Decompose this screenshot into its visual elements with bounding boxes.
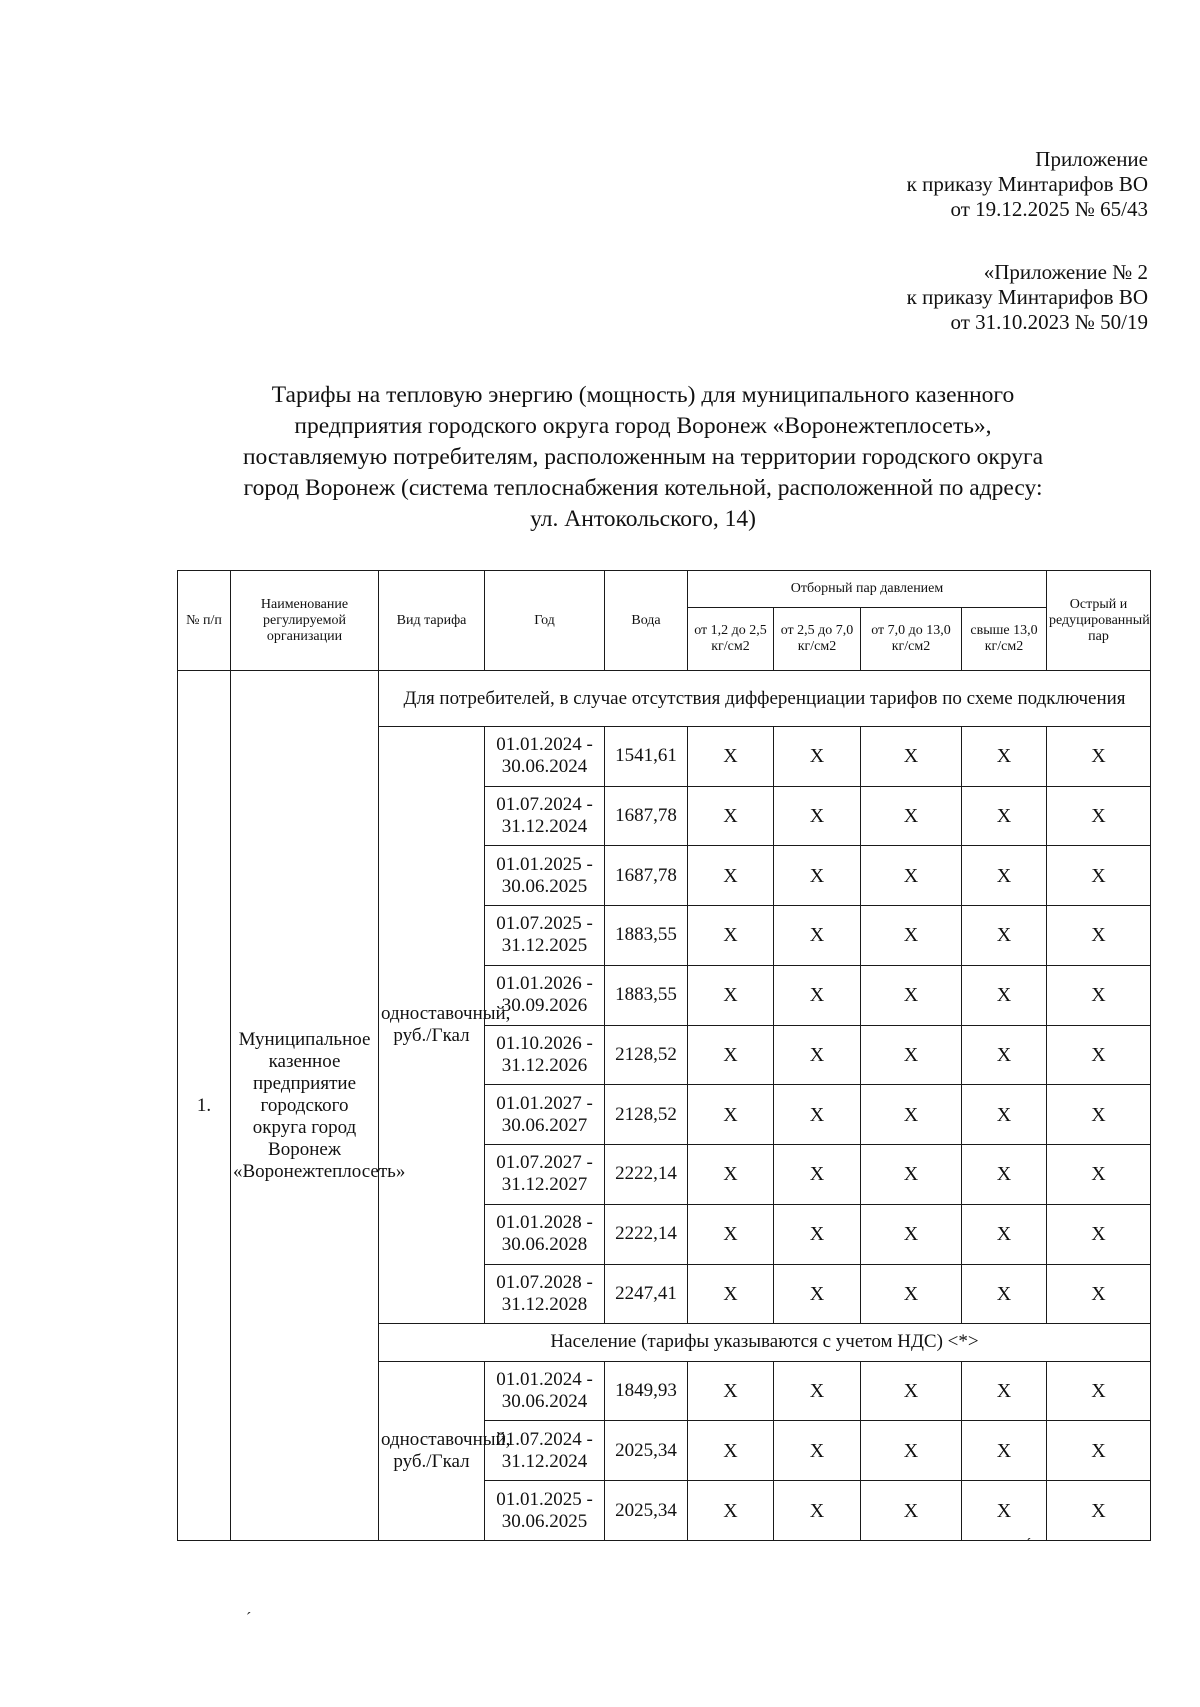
period-cell: 01.07.2024 - 31.12.2024 [485,1421,605,1481]
not-applicable-cell: Х [962,1264,1047,1324]
appendix-line: «Приложение № 2 [983,260,1148,284]
section-title: Для потребителей, в случае отсутствия дифференциации тарифов по схеме подключения [379,671,1151,727]
title-line: поставляемую потребителям, расположенным на территории городского округа [242,444,1044,470]
appendix-line: от 19.12.2025 № 65/43 [950,197,1148,221]
not-applicable-cell: Х [962,906,1047,966]
header-year: Год [485,571,605,671]
not-applicable-cell: Х [1047,906,1151,966]
section-row [178,671,1151,727]
not-applicable-cell: Х [1047,1025,1151,1085]
not-applicable-cell: Х [774,726,861,786]
row-number: 1. [178,671,231,1541]
not-applicable-cell: Х [1047,1481,1151,1541]
period-cell: 01.07.2024 - 31.12.2024 [485,786,605,846]
water-tariff-cell: 1687,78 [605,786,688,846]
not-applicable-cell: Х [962,1025,1047,1085]
not-applicable-cell: Х [1047,1421,1151,1481]
not-applicable-cell: Х [861,1085,962,1145]
water-tariff-cell: 2247,41 [605,1264,688,1324]
not-applicable-cell: Х [962,1481,1047,1541]
header-water: Вода [605,571,688,671]
not-applicable-cell: Х [861,906,962,966]
not-applicable-cell: Х [688,906,774,966]
not-applicable-cell: Х [774,1361,861,1421]
appendix-block-original [907,260,1148,335]
tariff-table [177,570,1151,1541]
period-cell: 01.01.2024 - 30.06.2024 [485,1361,605,1421]
not-applicable-cell: Х [861,1204,962,1264]
not-applicable-cell: Х [774,846,861,906]
water-tariff-cell: 1849,93 [605,1361,688,1421]
tariff-type: одноставочный, руб./Гкал [379,726,485,1323]
appendix-line: к приказу Минтарифов ВО [906,285,1148,309]
title-line: город Воронеж (система теплоснабжения котельной, расположенной по адресу: [243,475,1043,501]
header-steam-col: от 2,5 до 7,0 кг/см2 [774,608,861,671]
not-applicable-cell: Х [962,786,1047,846]
not-applicable-cell: Х [1047,1085,1151,1145]
header-steam-col: свыше 13,0 кг/см2 [962,608,1047,671]
not-applicable-cell: Х [1047,726,1151,786]
not-applicable-cell: Х [688,1025,774,1085]
not-applicable-cell: Х [962,726,1047,786]
not-applicable-cell: Х [962,1421,1047,1481]
period-cell: 01.01.2025 - 30.06.2025 [485,846,605,906]
not-applicable-cell: Х [861,1145,962,1205]
water-tariff-cell: 2025,34 [605,1421,688,1481]
header-steam-col: от 7,0 до 13,0 кг/см2 [861,608,962,671]
section-title: Население (тарифы указываются с учетом НДС) <*> [379,1324,1151,1361]
not-applicable-cell: Х [1047,1361,1151,1421]
not-applicable-cell: Х [688,1264,774,1324]
not-applicable-cell: Х [861,726,962,786]
not-applicable-cell: Х [962,1085,1047,1145]
not-applicable-cell: Х [962,1145,1047,1205]
not-applicable-cell: Х [962,1204,1047,1264]
water-tariff-cell: 2128,52 [605,1085,688,1145]
not-applicable-cell: Х [1047,786,1151,846]
water-tariff-cell: 1883,55 [605,906,688,966]
period-cell: 01.07.2027 - 31.12.2027 [485,1145,605,1205]
header-num: № п/п [178,571,231,671]
not-applicable-cell: Х [774,906,861,966]
not-applicable-cell: Х [688,1145,774,1205]
not-applicable-cell: Х [1047,1204,1151,1264]
period-cell: 01.10.2026 - 31.12.2026 [485,1025,605,1085]
not-applicable-cell: Х [861,1264,962,1324]
not-applicable-cell: Х [1047,1264,1151,1324]
title-line: Тарифы на тепловую энергию (мощность) для муниципального казенного [271,382,1015,408]
not-applicable-cell: Х [688,1361,774,1421]
not-applicable-cell: Х [861,846,962,906]
not-applicable-cell: Х [861,786,962,846]
not-applicable-cell: Х [1047,965,1151,1025]
header-steam-col: от 1,2 до 2,5 кг/см2 [688,608,774,671]
period-cell: 01.07.2025 - 31.12.2025 [485,906,605,966]
not-applicable-cell: Х [774,1421,861,1481]
period-cell: 01.01.2025 - 30.06.2025 [485,1481,605,1541]
water-tariff-cell: 2025,34 [605,1481,688,1541]
not-applicable-cell: Х [774,1025,861,1085]
not-applicable-cell: Х [962,1361,1047,1421]
not-applicable-cell: Х [688,726,774,786]
not-applicable-cell: Х [688,786,774,846]
not-applicable-cell: Х [688,1204,774,1264]
not-applicable-cell: Х [774,786,861,846]
not-applicable-cell: Х [774,1145,861,1205]
not-applicable-cell: Х [774,1481,861,1541]
not-applicable-cell: Х [774,1264,861,1324]
water-tariff-cell: 1883,55 [605,965,688,1025]
header-org: Наименование регулируемой организации [231,571,379,671]
not-applicable-cell: Х [861,1361,962,1421]
not-applicable-cell: Х [688,1085,774,1145]
period-cell: 01.01.2028 - 30.06.2028 [485,1204,605,1264]
not-applicable-cell: Х [774,965,861,1025]
header-tariff-type: Вид тарифа [379,571,485,671]
period-cell: 01.07.2028 - 31.12.2028 [485,1264,605,1324]
period-cell: 01.01.2027 - 30.06.2027 [485,1085,605,1145]
title-line: ул. Антокольского, 14) [530,506,756,532]
water-tariff-cell: 2222,14 [605,1145,688,1205]
period-cell: 01.01.2026 - 30.09.2026 [485,965,605,1025]
header-sharp-steam: Острый и редуцированный пар [1047,571,1151,671]
water-tariff-cell: 1541,61 [605,726,688,786]
not-applicable-cell: Х [861,1421,962,1481]
not-applicable-cell: Х [861,1025,962,1085]
not-applicable-cell: Х [688,965,774,1025]
appendix-block-current [907,147,1148,222]
not-applicable-cell: Х [774,1204,861,1264]
water-tariff-cell: 1687,78 [605,846,688,906]
water-tariff-cell: 2128,52 [605,1025,688,1085]
not-applicable-cell: Х [861,965,962,1025]
tariff-type: одноставочный, руб./Гкал [379,1361,485,1540]
period-cell: 01.01.2024 - 30.06.2024 [485,726,605,786]
title-line: предприятия городского округа город Воронеж «Воронежтеплосеть», [294,413,992,439]
not-applicable-cell: Х [962,965,1047,1025]
not-applicable-cell: Х [774,1085,861,1145]
header-row [178,571,1151,608]
not-applicable-cell: Х [688,846,774,906]
not-applicable-cell: Х [1047,1145,1151,1205]
appendix-line: Приложение [1035,147,1148,171]
document-title [150,380,1136,535]
organization-name: Муниципальное казенное предприятие городского округа город Воронеж «Воронежтеплосеть» [231,671,379,1541]
not-applicable-cell: Х [688,1481,774,1541]
table-body [178,571,1151,1541]
not-applicable-cell: Х [962,846,1047,906]
scan-mark: ˊ [246,1610,252,1627]
not-applicable-cell: Х [861,1481,962,1541]
header-steam-group: Отборный пар давлением [688,571,1047,608]
scan-mark: ˊ [1026,1536,1032,1553]
not-applicable-cell: Х [1047,846,1151,906]
appendix-line: к приказу Минтарифов ВО [906,172,1148,196]
appendix-line: от 31.10.2023 № 50/19 [950,310,1148,334]
not-applicable-cell: Х [688,1421,774,1481]
water-tariff-cell: 2222,14 [605,1204,688,1264]
